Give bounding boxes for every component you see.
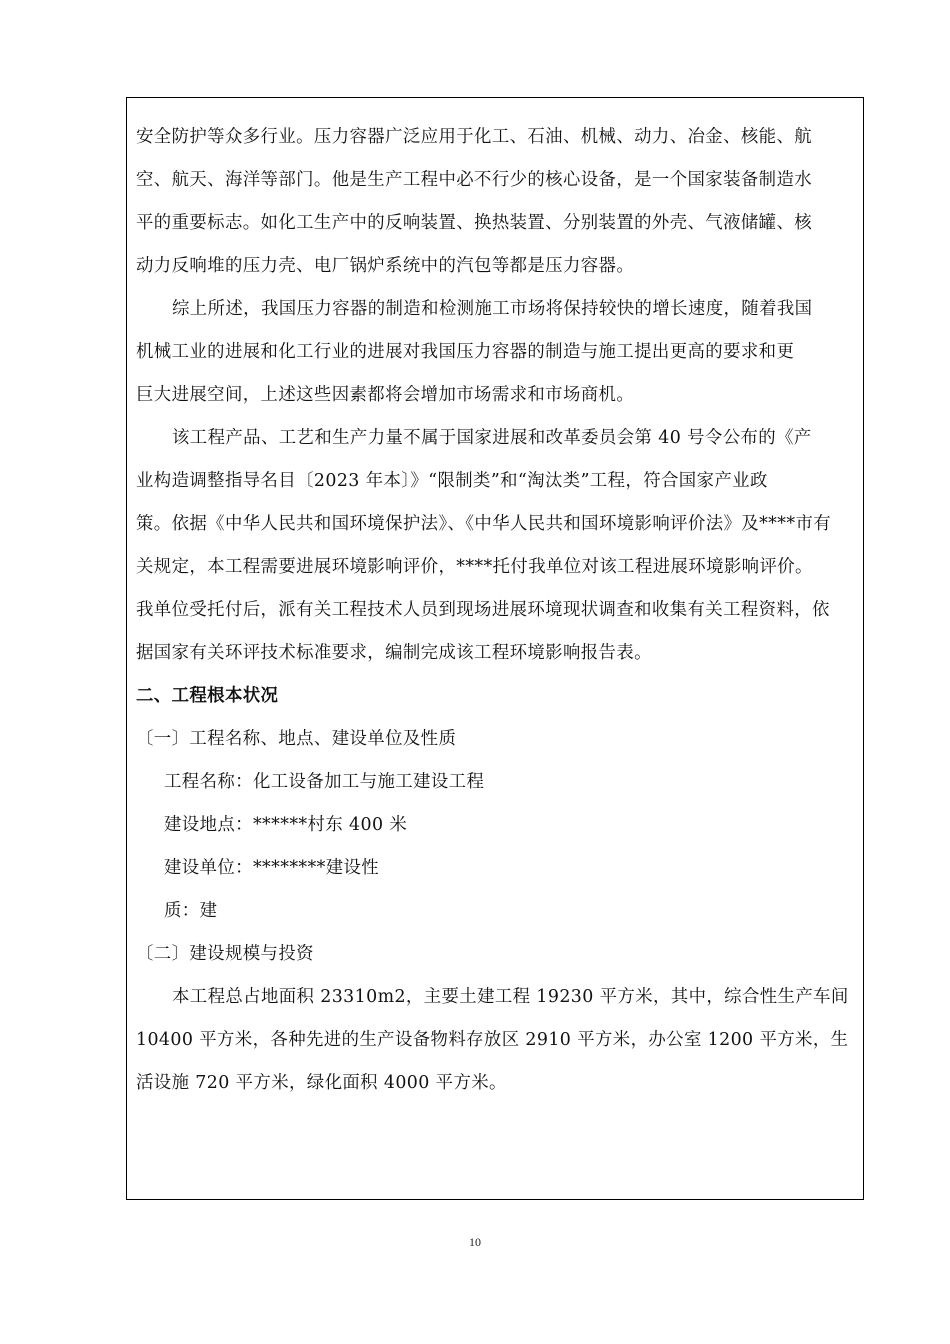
text-line: 策。依据《中华人民共和国环境保护法》、《中华人民共和国环境影响评价法》及****市有 bbox=[136, 514, 832, 534]
text-line: 活设施 720 平方米，绿化面积 4000 平方米。 bbox=[136, 1073, 507, 1093]
text-line: 动力反响堆的压力壳、电厂锅炉系统中的汽包等都是压力容器。 bbox=[136, 256, 635, 276]
paragraph-construction-scale bbox=[136, 976, 858, 1105]
subsection-heading-name-location: 〔一〕工程名称、地点、建设单位及性质 bbox=[136, 729, 457, 749]
project-name-item: 工程名称：化工设备加工与施工建设工程 bbox=[164, 772, 485, 792]
project-unit-item: 建设单位：********建设性 bbox=[164, 858, 380, 878]
paragraph-pressure-vessel-applications bbox=[136, 116, 858, 288]
text-line: 安全防护等众多行业。压力容器广泛应用于化工、石油、机械、动力、冶金、核能、航 bbox=[136, 127, 813, 147]
text-line: 我单位受托付后，派有关工程技术人员到现场进展环境现状调查和收集有关工程资料，依 bbox=[136, 600, 830, 620]
subsection-heading-scale-investment: 〔二〕建设规模与投资 bbox=[136, 944, 314, 964]
text-line: 巨大进展空间，上述这些因素都将会增加市场需求和市场商机。 bbox=[136, 385, 635, 405]
document-body bbox=[136, 116, 858, 1105]
text-line: 10400 平方米，各种先进的生产设备物料存放区 2910 平方米，办公室 1200 平方米，生 bbox=[136, 1030, 849, 1050]
project-location-item: 建设地点：******村东 400 米 bbox=[164, 815, 408, 835]
page-number: 10 bbox=[469, 1235, 481, 1249]
text-line: 业构造调整指导名目〔2023 年本〕》“限制类”和“淘汰类”工程，符合国家产业政 bbox=[136, 471, 768, 491]
text-line: 关规定，本工程需要进展环境影响评价，****托付我单位对该工程进展环境影响评价。 bbox=[136, 557, 813, 577]
text-line: 空、航天、海洋等部门。他是生产工程中必不行少的核心设备，是一个国家装备制造水 bbox=[136, 170, 813, 190]
text-line: 该工程产品、工艺和生产力量不属于国家进展和改革委员会第 40 号令公布的《产 bbox=[172, 428, 812, 448]
text-line: 综上所述，我国压力容器的制造和检测施工市场将保持较快的增长速度，随着我国 bbox=[172, 299, 813, 319]
text-line: 据国家有关环评技术标准要求，编制完成该工程环境影响报告表。 bbox=[136, 643, 652, 663]
paragraph-market-summary bbox=[136, 288, 858, 417]
paragraph-policy-compliance bbox=[136, 417, 858, 675]
text-line: 本工程总占地面积 23310m2，主要土建工程 19230 平方米，其中，综合性生产车间 bbox=[172, 987, 849, 1007]
text-line: 平的重要标志。如化工生产中的反响装置、换热装置、分别装置的外壳、气液储罐、核 bbox=[136, 213, 813, 233]
project-nature-item: 质：建 bbox=[164, 901, 218, 921]
text-line: 机械工业的进展和化工行业的进展对我国压力容器的制造与施工提出更高的要求和更 bbox=[136, 342, 795, 362]
section-heading-project-basics: 二、工程根本状况 bbox=[136, 686, 279, 706]
